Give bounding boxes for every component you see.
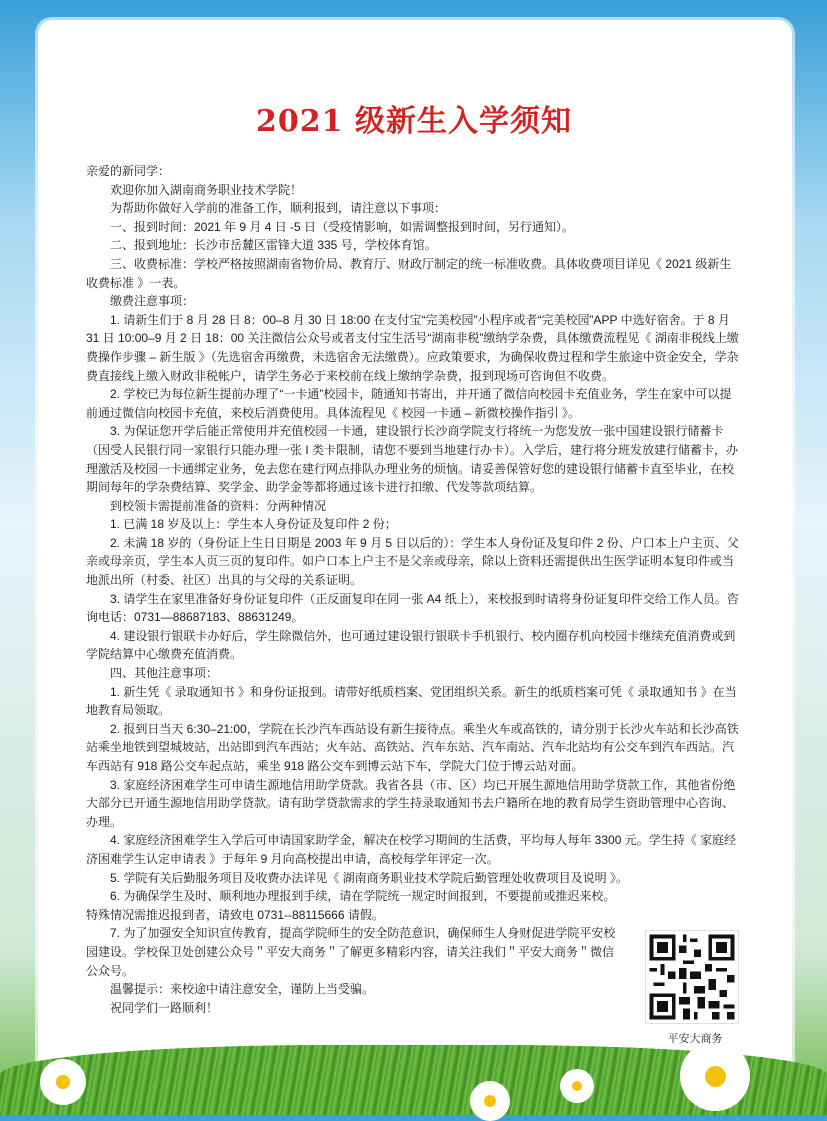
- paragraph: 祝同学们一路顺利！: [110, 1000, 219, 1015]
- qr-code-icon[interactable]: [645, 930, 739, 1024]
- paragraph: 2. 报到日当天 6:30–21:00，学院在长沙汽车西站设有新生接待点。乘坐火车或高铁的，请分别于长沙火车站和长沙高铁站乘坐地铁到望城坡站，出站即到汽车西站；火车站、高铁站、汽车东站、汽车南站、汽车北站均有公交车到汽车西站。汽车西站有 918 路公交车起点站，乘坐 918 路公交车到博云站下车，学院大门位于博云站对面。: [86, 721, 739, 773]
- page-title: 2021 级新生入学须知: [256, 104, 572, 139]
- paragraph: 三、收费标准：学校严格按照湖南省物价局、教育厅、财政厅制定的统一标准收费。具体收费项目详见《 2021 级新生收费标准 》一表。: [86, 256, 732, 290]
- daisy-decoration: [680, 1041, 750, 1111]
- paragraph: 欢迎你加入湖南商务职业技术学院！: [110, 182, 303, 197]
- paragraph: 4. 家庭经济困难学生入学后可申请国家助学金，解决在校学习期间的生活费，平均每人每年 3300 元。学生持《 家庭经济困难学生认定申请表 》于每年 9 月向高校提出申请，高校每学年评定一次。: [86, 833, 737, 866]
- paragraph: 5. 学院有关后勤服务项目及收费办法详见《 湖南商务职业技术学院后勤管理处收费项目及说明 》。: [110, 870, 629, 885]
- paragraph: 2. 未满 18 岁的（身份证上生日日期是 2003 年 9 月 5 日以后的）：学生本人身份证及复印件 2 份、户口本上户主页、父亲或母亲页，学生本人页三页的复印件。如户口本上户主不是父亲或母亲，除以上资料还需提供出生医学证明本复印件或当地派出所（村委、社区）出具的与父母的关系证明。: [86, 535, 739, 588]
- paragraph: 缴费注意事项：: [110, 294, 195, 309]
- paragraph: 2. 学校已为每位新生提前办理了“一卡通”校园卡，随通知书寄出，并开通了微信向校园卡充值业务，学生在家中可以提前通过微信向校园卡充值，来校后消费使用。具体流程见《 校园一卡通 – 新微校操作指引 》。: [86, 387, 732, 420]
- paragraph: 到校领卡需提前准备的资料：分两种情况: [110, 498, 327, 513]
- qr-caption: 平安大商务: [667, 1033, 723, 1045]
- notice-content: [86, 96, 742, 1017]
- paragraph: 温馨提示：来校途中请注意安全，谨防上当受骗。: [110, 982, 375, 997]
- paragraph: 3. 请学生在家里准备好身份证复印件（正反面复印在同一张 A4 纸上），来校报到时请将身份证复印件交给工作人员。咨询电话：0731—88687183、88631249。: [86, 591, 739, 625]
- greeting: 亲爱的新同学：: [86, 164, 171, 178]
- paragraph: 1. 已满 18 岁及以上：学生本人身份证及复印件 2 份；: [110, 517, 397, 532]
- paragraph: 4. 建设银行银联卡办好后，学生除微信外，也可通过建设银行银联卡手机银行、校内圈存机向校园卡继续充值消费或到学院结算中心缴费充值消费。: [86, 628, 736, 662]
- paragraph: 为帮助你做好入学前的准备工作，顺利报到，请注意以下事项：: [110, 201, 447, 216]
- paragraph: 3. 家庭经济困难学生可申请生源地信用助学贷款。我省各县（市、区）均已开展生源地信用助学贷款工作，其他省份绝大部分已开通生源地信用助学贷款。请有助学贷款需求的学生持录取通知书去户籍所在地的教育局学生资助管理中心咨询、办理。: [86, 777, 736, 829]
- paragraph: 6. 为确保学生及时、顺利地办理报到手续，请在学院统一规定时间报到，不要提前或推迟来校。特殊情况需推迟报到者，请致电 0731--88115666 请假。: [86, 889, 616, 922]
- paragraph: 3. 为保证您开学后能正常使用并充值校园一卡通，建设银行长沙商学院支行将统一为您发放一张中国建设银行储蓄卡（因受人民银行同一家银行只能办理一张 I 类卡限制，请您不要到当地建行办卡）。入学后，建行将分班发放建行储蓄卡，办理激活及校园一卡通绑定业务，免去您在建行网点排队办理业务的烦恼。请妥善保管好您的建设银行储蓄卡直至毕业，在校期间每年的学杂费结算、奖学金、助学金等都将通过该卡进行扣缴、代发等款项结算。: [86, 424, 739, 495]
- paragraph: 1. 请新生们于 8 月 28 日 8：00–8 月 30 日 18:00 在支付宝“完美校园”小程序或者“完美校园”APP 中选好宿舍。于 8 月 31 日 10:00–9 月 2 日 18：00 关注微信公众号或者支付宝生活号“湖南非税”缴纳学杂费，具体缴费流程见《 湖南非税线上缴费操作步骤 – 新生版 》（先选宿舍再缴费，未选宿舍无法缴费）。应政策要求，为确保收费过程和学生旅途中资金安全，学杂费直接线上缴入财政非税帐户，请学生务必于来校前在线上缴纳学杂费，报到现场可咨询但不收费。: [86, 312, 739, 383]
- paragraph: 二、报到地址：长沙市岳麓区雷锋大道 335 号，学校体育馆。: [110, 238, 437, 253]
- daisy-decoration: [470, 1081, 510, 1121]
- paragraph: 四、其他注意事项：: [110, 666, 219, 681]
- notice-body: [86, 162, 742, 1017]
- daisy-decoration: [40, 1059, 86, 1105]
- daisy-decoration: [560, 1069, 594, 1103]
- paragraph: 7. 为了加强安全知识宣传教育，提高学院师生的安全防范意识，确保师生人身财促进学院平安校园建设。学校保卫处创建公众号＂平安大商务＂了解更多精彩内容，请关注我们＂平安大商务＂微信公众号。: [86, 926, 616, 978]
- paragraph: 一、报到时间：2021 年 9 月 4 日 -5 日（受疫情影响，如需调整报到时间，另行通知）。: [110, 219, 575, 234]
- paragraph: 1. 新生凭《 录取通知书 》和身份证报到。请带好纸质档案、党团组织关系。新生的纸质档案可凭《 录取通知书 》在当地教育局领取。: [86, 684, 737, 718]
